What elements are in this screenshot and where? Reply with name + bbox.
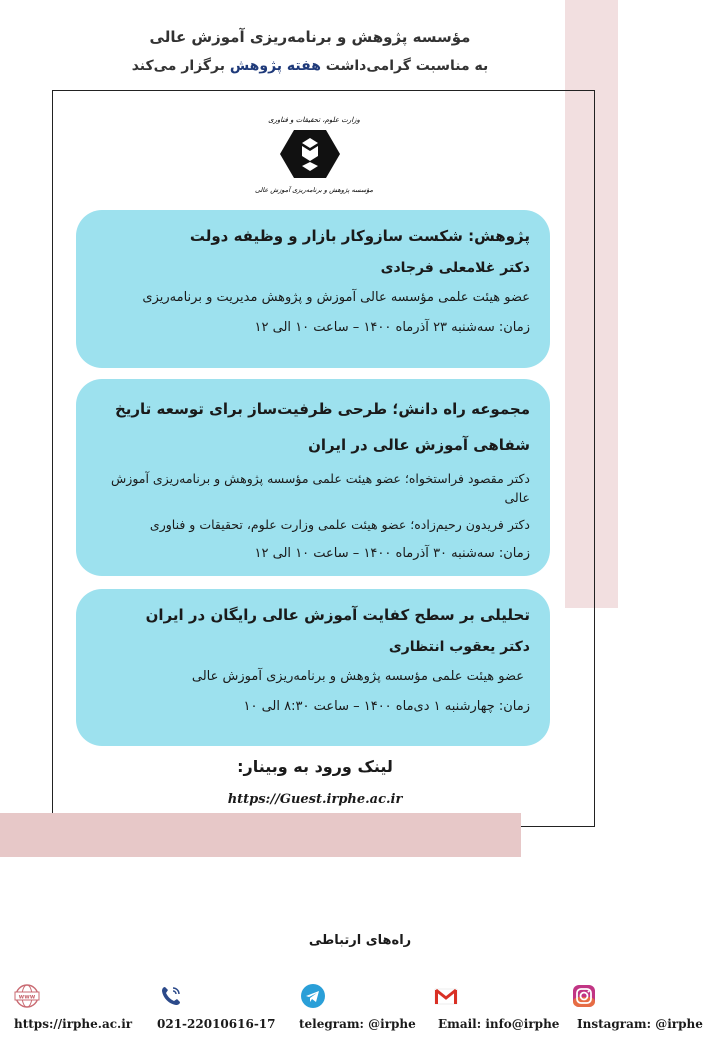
session-2-title-line1: مجموعه راه دانش؛ طرحی ظرفیت‌ساز برای توسعه تاریخ — [114, 400, 530, 418]
webinar-link[interactable]: https://Guest.irphe.ac.ir — [227, 792, 403, 807]
session-1-affiliation: عضو هیئت علمی مؤسسه عالی آموزش و پژوهش مدیریت و برنامه‌ریزی — [142, 290, 530, 305]
session-3-speaker: دکتر یعقوب انتظاری — [388, 639, 530, 655]
contact-instagram[interactable]: Instagram: @irphe — [577, 1017, 703, 1031]
session-2-speaker-1: دکتر مقصود فراستخواه؛ عضو هیئت علمی مؤسسه پژوهش و برنامه‌ریزی آموزش عالی — [111, 471, 530, 505]
session-1-speaker: دکتر غلامعلی فرجادی — [380, 260, 530, 276]
logo-bottom-text: مؤسسه پژوهش و برنامه‌ریزی آموزش عالی — [254, 186, 374, 194]
phone-icon — [158, 983, 184, 1009]
page-header — [60, 26, 560, 79]
session-2-speaker-2: دکتر فریدون رحیم‌زاده؛ عضو هیئت علمی وزارت علوم، تحقیقات و فناوری — [149, 517, 530, 532]
contact-phone[interactable]: 021-22010616-17 — [157, 1017, 276, 1031]
session-3-title: تحلیلی بر سطح کفایت آموزش عالی رایگان در ایران — [145, 606, 530, 624]
occasion-line — [60, 53, 560, 79]
session-card-2 — [76, 379, 550, 576]
session-2-title-line2: شفاهی آموزش عالی در ایران — [308, 436, 530, 454]
contact-email[interactable]: Email: info@irphe — [438, 1017, 560, 1031]
session-1-time: زمان: سه‌شنبه ۲۳ آذرماه ۱۴۰۰ – ساعت ۱۰ الی ۱۲ — [254, 320, 530, 335]
institute-logo — [254, 110, 374, 198]
session-card-3 — [76, 589, 550, 746]
occasion-after: برگزار می‌کند — [131, 58, 226, 74]
occasion-before: به مناسبت گرامی‌داشت — [325, 58, 489, 74]
contact-title: راه‌های ارتباطی — [308, 933, 412, 948]
session-3-time: زمان: چهارشنبه ۱ دی‌ماه ۱۴۰۰ – ساعت ۸:۳۰ الی ۱۰ — [243, 699, 530, 714]
session-2-time: زمان: سه‌شنبه ۳۰ آذرماه ۱۴۰۰ – ساعت ۱۰ الی ۱۲ — [254, 546, 530, 561]
session-1-title: پژوهش: شکست سازوکار بازار و وظیفه دولت — [189, 227, 530, 245]
occasion-highlight: هفته پژوهش — [229, 58, 321, 74]
session-3-affiliation: عضو هیئت علمی مؤسسه پژوهش و برنامه‌ریزی آموزش عالی — [191, 669, 524, 684]
contact-telegram[interactable]: telegram: @irphe — [299, 1017, 416, 1031]
instagram-icon — [571, 983, 597, 1009]
webinar-label: لینک ورود به وبینار: — [237, 757, 393, 776]
globe-icon — [13, 983, 39, 1009]
telegram-icon — [300, 983, 326, 1009]
svg-text:www: www — [18, 993, 36, 1001]
institute-name: مؤسسه پژوهش و برنامه‌ریزی آموزش عالی — [149, 28, 471, 46]
decorative-pink-band — [0, 813, 521, 857]
logo-top-text: وزارت علوم، تحقیقات و فناوری — [268, 116, 360, 124]
gmail-icon — [433, 983, 459, 1009]
contact-website[interactable]: https://irphe.ac.ir — [14, 1017, 133, 1031]
session-card-1 — [76, 210, 550, 368]
